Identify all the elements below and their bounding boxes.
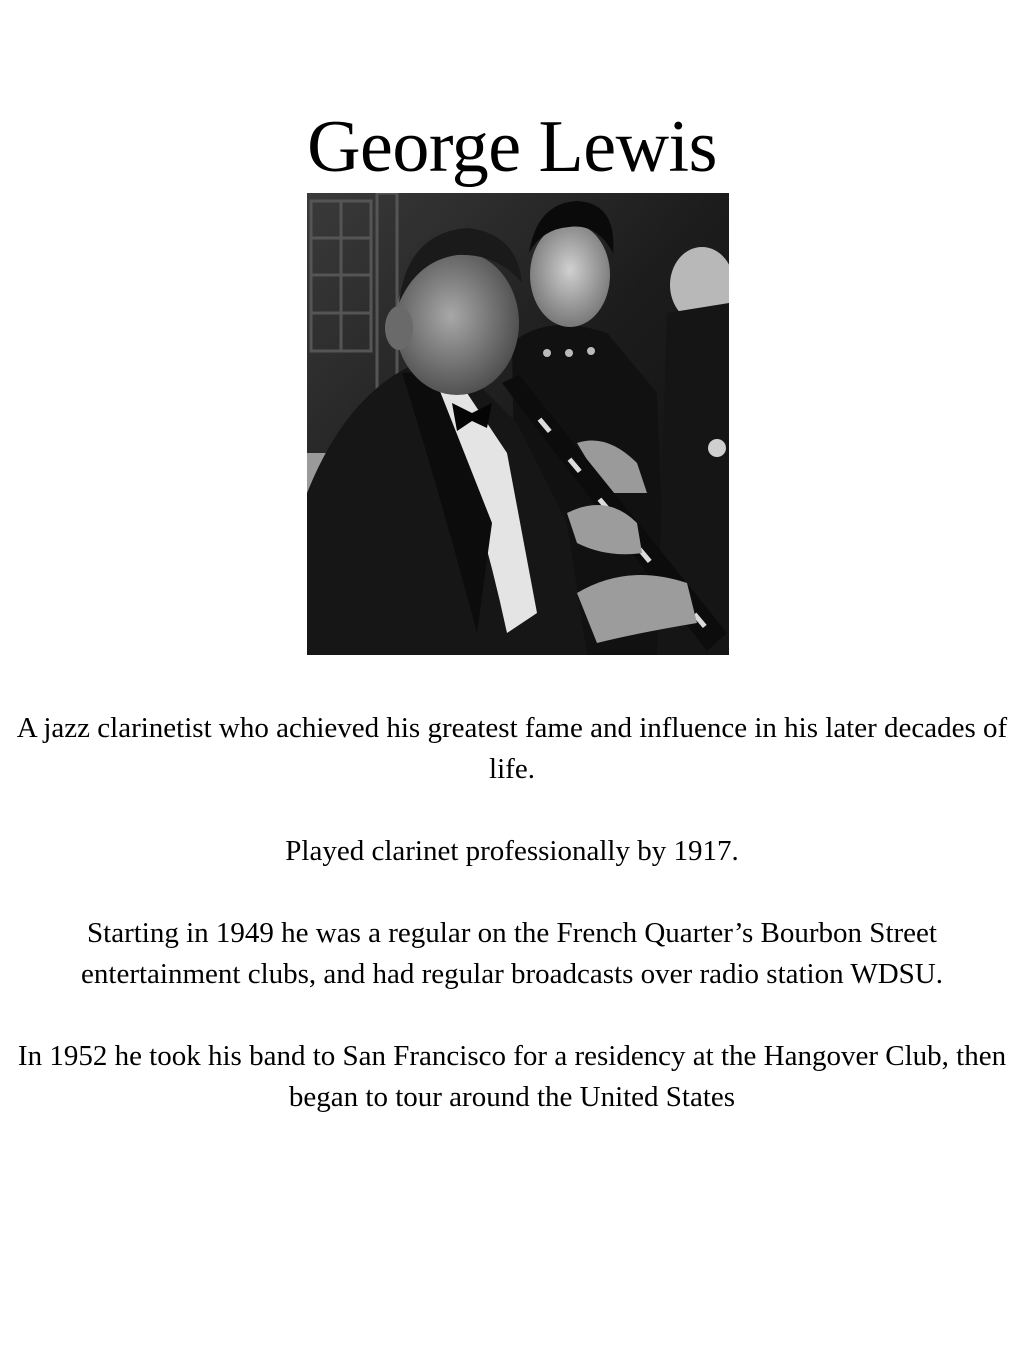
slide-title: George Lewis [307,106,717,188]
clarinetist-photo [307,193,729,655]
photograph-clarinetist-icon [307,193,729,655]
paragraph-fame: A jazz clarinetist who achieved his greatest fame and influence in his later decades of life. [16,712,1008,785]
paragraph-bourbon-street: Starting in 1949 he was a regular on the French Quarter’s Bourbon Street entertainment clubs, and had regular broadcasts over radio station WDSU. [81,917,943,990]
paragraph-professional: Played clarinet professionally by 1917. [285,835,739,867]
body-text [10,708,1014,1159]
paragraph-san-francisco: In 1952 he took his band to San Francisco for a residency at the Hangover Club, then began to tour around the United States [17,1040,1007,1113]
